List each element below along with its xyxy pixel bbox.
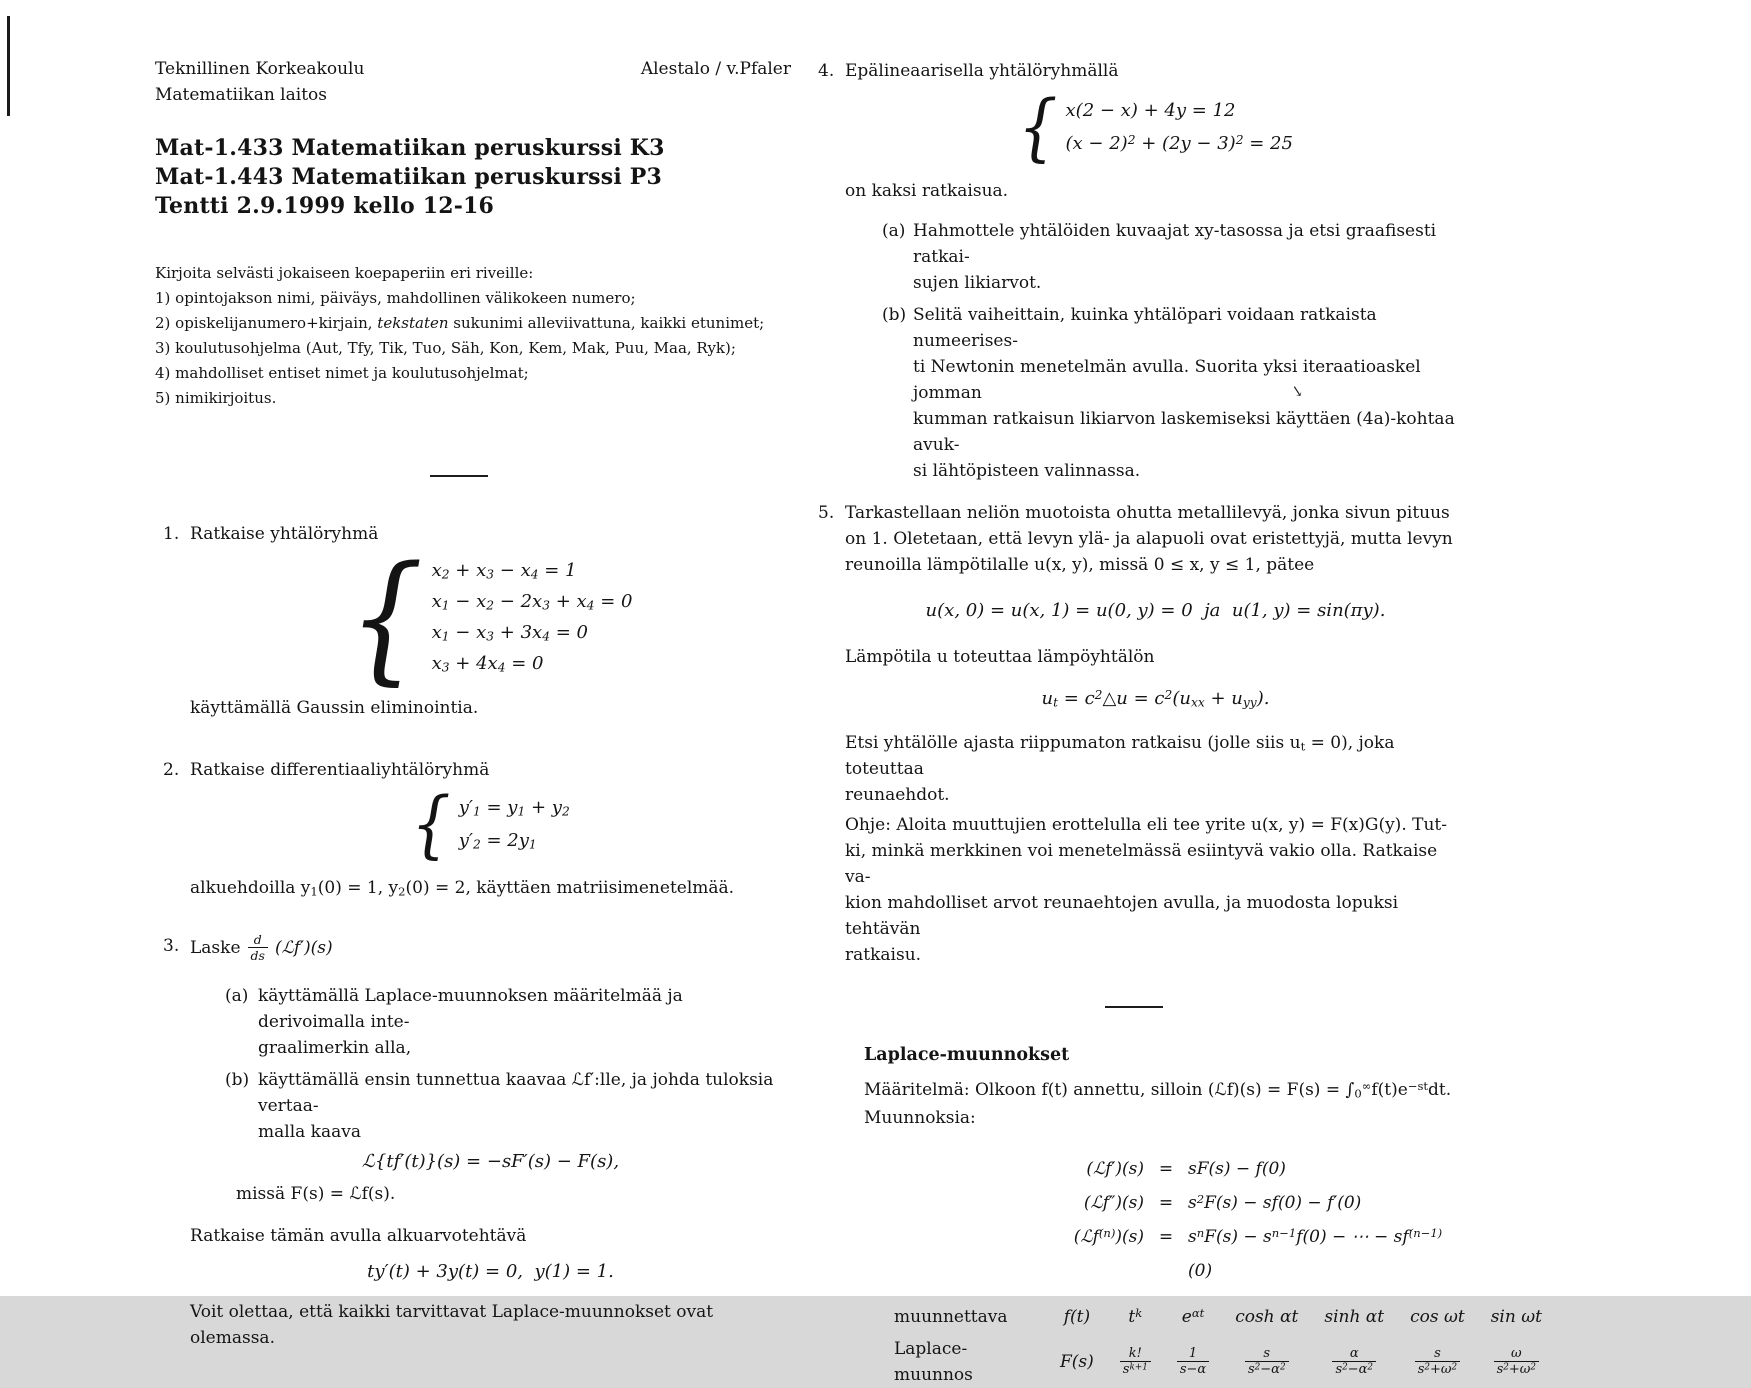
text-line: Hahmottele yhtälöiden kuvaajat xy-tasossa ja etsi graafisesti ratkai- bbox=[913, 221, 1437, 267]
text-line: Tarkastellaan neliön muotoista ohutta metallilevyä, jonka sivun pituus bbox=[845, 503, 1450, 523]
problem-3-text bbox=[190, 933, 791, 963]
problem-5-heat-equation: $u_t$ = $c^2\triangle u = c^2(u_{xx} + u_{yy})$. bbox=[1041, 687, 1270, 710]
problem-1 bbox=[155, 521, 791, 721]
text-line: Etsi yhtälölle ajasta riippumaton ratkaisu (jolle siis $u_t = 0$), joka toteuttaa bbox=[845, 733, 1395, 779]
table-row-label: Laplace-muunnos bbox=[894, 1339, 973, 1385]
formula-row bbox=[866, 1186, 1466, 1220]
formula-rhs: $s^2F(s) - sf(0) - f'(0)$ bbox=[1188, 1192, 1362, 1213]
text-line: käyttämällä ensin tunnettua kaavaa ℒf′:lle, ja johda tuloksia vertaa- bbox=[258, 1069, 774, 1116]
table-cell: F(s) bbox=[1060, 1352, 1094, 1372]
formula-row bbox=[866, 1152, 1466, 1186]
problem-3-note: Voit olettaa, että kaikki tarvittavat Laplace-muunnokset ovat olemassa. bbox=[190, 1301, 714, 1348]
fraction-denominator: $s^{k+1}$ bbox=[1120, 1361, 1151, 1378]
instruction-item-2-post: sukunimi alleviivattuna, kaikki etunimet; bbox=[448, 314, 765, 332]
laplace-definition: Määritelmä: Olkoon f(t) annettu, silloin (ℒf)(s) = $F(s) = \int_0^\infty f(t)e^{-st}dt$. bbox=[864, 1079, 1452, 1101]
table-cell bbox=[1332, 1347, 1376, 1378]
table-cell: sin ωt bbox=[1490, 1307, 1542, 1327]
text-line: käyttämällä Laplace-muunnoksen määritelmää ja derivoimalla inte- bbox=[258, 985, 683, 1032]
formula-lhs: (ℒf″)(s) bbox=[1083, 1193, 1144, 1213]
instruction-item-1: 1) opintojakson nimi, päiväys, mahdollinen välikokeen numero; bbox=[155, 289, 636, 307]
problem-4a bbox=[845, 218, 1466, 296]
fraction-numerator: ω bbox=[1511, 1345, 1522, 1361]
table-cell: f(t) bbox=[1063, 1307, 1091, 1327]
problem-3-text-post: (ℒf′)(s) bbox=[274, 937, 333, 958]
equation-line: $y'_2 = 2y_1$ bbox=[458, 830, 537, 852]
course-title-p3: Mat-1.443 Matematiikan peruskurssi P3 bbox=[155, 164, 662, 190]
problem-4-outro: on kaksi ratkaisua. bbox=[845, 181, 1009, 201]
laplace-heading: Laplace-muunnokset bbox=[864, 1045, 1070, 1065]
text-line: reunoilla lämpötilalle u(x, y), missä 0 ≤ x, y ≤ 1, pätee bbox=[845, 555, 1315, 575]
exam-title-block bbox=[155, 134, 791, 221]
instruction-item-2-pre: 2) opiskelijanumero+kirjain, bbox=[155, 314, 378, 332]
department-name: Matematiikan laitos bbox=[155, 85, 327, 105]
problem-2-equation-system bbox=[190, 780, 791, 867]
problem-4-text: Epälineaarisella yhtälöryhmällä bbox=[845, 61, 1119, 81]
text-line: sujen likiarvot. bbox=[913, 273, 1042, 293]
instruction-item-5: 5) nimikirjoitus. bbox=[155, 389, 277, 407]
problem-3 bbox=[155, 933, 791, 1351]
problem-4a-label: (a) bbox=[882, 221, 906, 241]
laplace-transforms-label: Muunnoksia: bbox=[864, 1108, 976, 1128]
right-column bbox=[810, 58, 1542, 1388]
table-cell: sinh αt bbox=[1324, 1307, 1385, 1327]
exam-date-title: Tentti 2.9.1999 kello 12-16 bbox=[155, 193, 495, 219]
formula-row bbox=[866, 1220, 1466, 1288]
problem-4-number: 4. bbox=[818, 61, 835, 81]
problem-3a-label: (a) bbox=[225, 985, 249, 1006]
equation-line: x(2 − x) + 4y = 12 bbox=[1065, 100, 1236, 121]
problem-1-outro: käyttämällä Gaussin eliminointia. bbox=[190, 698, 479, 718]
table-cell bbox=[1494, 1347, 1539, 1378]
equation-line: $x_3 + 4x_4 = 0$ bbox=[431, 653, 544, 675]
equation-line: $x_1 - x_2 - 2x_3 + x_4 = 0$ bbox=[431, 591, 633, 613]
left-brace: { bbox=[1018, 83, 1058, 170]
problem-4-equation-system bbox=[845, 83, 1466, 170]
fraction-numerator: 1 bbox=[1188, 1345, 1198, 1361]
left-column bbox=[155, 56, 791, 1351]
text-line: Ohje: Aloita muuttujien erottelulla eli tee yrite u(x, y) = F(x)G(y). Tut- bbox=[845, 815, 1447, 835]
problem-2-outro: alkuehdoilla $y_1(0) = 1$, $y_2(0) = 2$, käyttäen matriisimenetelmää. bbox=[190, 878, 735, 899]
fraction-denominator: $s^2+\omega^2$ bbox=[1494, 1361, 1539, 1378]
problem-2-number: 2. bbox=[163, 760, 180, 780]
instructions-intro: Kirjoita selvästi jokaiseen koepaperiin eri riveille: bbox=[155, 264, 534, 282]
formula-rhs: sF(s) − f(0) bbox=[1188, 1159, 1286, 1179]
document-header bbox=[155, 56, 791, 108]
equation-line: $x_1 - x_3 + 3x_4 = 0$ bbox=[431, 622, 588, 644]
equation-line: $y'_1 = y_1 + y_2$ bbox=[458, 797, 570, 819]
problem-1-text: Ratkaise yhtälöryhmä bbox=[190, 524, 379, 544]
problem-4b bbox=[845, 302, 1466, 484]
laplace-reference-section bbox=[810, 1042, 1542, 1388]
table-cell: $t^k$ bbox=[1128, 1306, 1143, 1327]
text-line: malla kaava bbox=[258, 1121, 361, 1142]
text-line: kion mahdolliset arvot reunaehtojen avulla, ja muodosta lopuksi tehtävän bbox=[845, 893, 1399, 939]
equals-sign: = bbox=[1158, 1193, 1174, 1213]
problem-5 bbox=[810, 500, 1466, 968]
formula-lhs: (ℒf′)(s) bbox=[1086, 1159, 1144, 1179]
table-cell: $e^{\alpha t}$ bbox=[1181, 1306, 1205, 1327]
section-divider bbox=[1105, 1006, 1163, 1008]
problem-3-ivp-equation: ty′(t) + 3y(t) = 0, y(1) = 1. bbox=[367, 1260, 614, 1282]
laplace-derivative-formulas bbox=[866, 1152, 1466, 1288]
section-divider bbox=[430, 475, 488, 477]
problem-1-equation-system bbox=[190, 535, 791, 699]
equals-sign: = bbox=[1158, 1159, 1174, 1179]
fraction-denominator: ds bbox=[248, 947, 268, 963]
table-cell: cosh αt bbox=[1235, 1307, 1299, 1327]
text-line: reunaehdot. bbox=[845, 785, 950, 805]
equation-line: $x_2 + x_3 - x_4 = 1$ bbox=[431, 560, 577, 582]
text-line: Selitä vaiheittain, kuinka yhtälöpari voidaan ratkaista numeerises- bbox=[913, 305, 1377, 351]
left-brace: { bbox=[348, 535, 424, 699]
fraction-numerator: d bbox=[253, 932, 262, 947]
text-line: ratkaisu. bbox=[845, 945, 922, 965]
text-line: graalimerkin alla, bbox=[258, 1037, 412, 1058]
problem-5-number: 5. bbox=[818, 503, 835, 523]
problem-5-heat-intro: Lämpötila u toteuttaa lämpöyhtälön bbox=[845, 647, 1155, 667]
problem-3-text-pre: Laske bbox=[190, 937, 241, 958]
fraction-denominator: $s^2-\alpha^2$ bbox=[1332, 1361, 1376, 1378]
examiners: Alestalo / v.Pfaler bbox=[640, 59, 791, 79]
text-line: ki, minkä merkkinen voi menetelmässä esiintyvä vakio olla. Ratkaise va- bbox=[845, 841, 1438, 887]
problem-1-number: 1. bbox=[163, 524, 180, 544]
table-row-label: muunnettava bbox=[894, 1307, 1008, 1327]
problem-3b-formula: ℒ{tf′(t)}(s) = −sF′(s) − F(s), bbox=[361, 1150, 620, 1172]
table-cell bbox=[1415, 1347, 1460, 1378]
equals-sign: = bbox=[1158, 1227, 1174, 1247]
text-line: on 1. Oletetaan, että levyn ylä- ja alapuoli ovat eristettyjä, mutta levyn bbox=[845, 529, 1453, 549]
instructions bbox=[155, 261, 791, 411]
course-title-k3: Mat-1.433 Matematiikan peruskurssi K3 bbox=[155, 135, 665, 161]
table-cell bbox=[1177, 1347, 1209, 1378]
problem-2 bbox=[155, 757, 791, 901]
problem-3-outro: Ratkaise tämän avulla alkuarvotehtävä bbox=[190, 1225, 527, 1246]
scan-artifact-line bbox=[7, 16, 10, 116]
formula-rhs: $s^nF(s) - s^{n-1}f(0)$ − ⋯ − $sf^{(n-1)}(0)$ bbox=[1188, 1226, 1443, 1281]
equation-line: $(x - 2)^2 + (2y - 3)^2 = 25$ bbox=[1065, 132, 1293, 154]
fraction-denominator: $s^2+\omega^2$ bbox=[1415, 1361, 1460, 1378]
problem-4b-label: (b) bbox=[882, 305, 907, 325]
problem-4 bbox=[810, 58, 1466, 484]
fraction-numerator: α bbox=[1349, 1345, 1359, 1361]
institution-name: Teknillinen Korkeakoulu bbox=[155, 59, 365, 79]
problem-3b-post: missä F(s) = ℒf(s). bbox=[236, 1183, 396, 1204]
handwritten-mark: ↘ bbox=[1289, 380, 1306, 402]
problem-2-text: Ratkaise differentiaaliyhtälöryhmä bbox=[190, 760, 490, 780]
laplace-transform-table bbox=[894, 1304, 1542, 1388]
fraction-numerator: s bbox=[1434, 1345, 1441, 1361]
table-cell bbox=[1245, 1347, 1289, 1378]
instruction-item-3: 3) koulutusohjelma (Aut, Tfy, Tik, Tuo, Säh, Kon, Kem, Mak, Puu, Maa, Ryk); bbox=[155, 339, 736, 357]
table-cell: cos ωt bbox=[1410, 1307, 1465, 1327]
fraction-numerator: k! bbox=[1128, 1345, 1142, 1361]
problem-3-number: 3. bbox=[163, 936, 180, 956]
fraction-denominator: s−α bbox=[1177, 1361, 1209, 1378]
problem-3a bbox=[190, 983, 791, 1061]
instruction-item-2-emphasis: tekstaten bbox=[377, 314, 449, 332]
table-cell bbox=[1120, 1347, 1151, 1378]
d-ds-fraction bbox=[248, 933, 268, 963]
problem-5-boundary-conditions: u(x, 0) = u(x, 1) = u(0, y) = 0 ja u(1, y) = sin(πy). bbox=[925, 600, 1386, 621]
instruction-item-2 bbox=[155, 311, 791, 336]
left-brace: { bbox=[411, 780, 451, 867]
problem-3b bbox=[190, 1067, 791, 1145]
fraction-denominator: $s^2-\alpha^2$ bbox=[1245, 1361, 1289, 1378]
text-line: si lähtöpisteen valinnassa. bbox=[913, 461, 1141, 481]
formula-lhs: (ℒf$^{(n)}$)(s) bbox=[1073, 1226, 1144, 1247]
text-line: kumman ratkaisun likiarvon laskemiseksi käyttäen (4a)-kohtaa avuk- bbox=[913, 409, 1455, 455]
instruction-item-4: 4) mahdolliset entiset nimet ja koulutusohjelmat; bbox=[155, 364, 529, 382]
fraction-numerator: s bbox=[1263, 1345, 1271, 1361]
text-line: ti Newtonin menetelmän avulla. Suorita yksi iteraatioaskel jomman bbox=[913, 357, 1421, 403]
problem-3b-label: (b) bbox=[225, 1069, 250, 1090]
